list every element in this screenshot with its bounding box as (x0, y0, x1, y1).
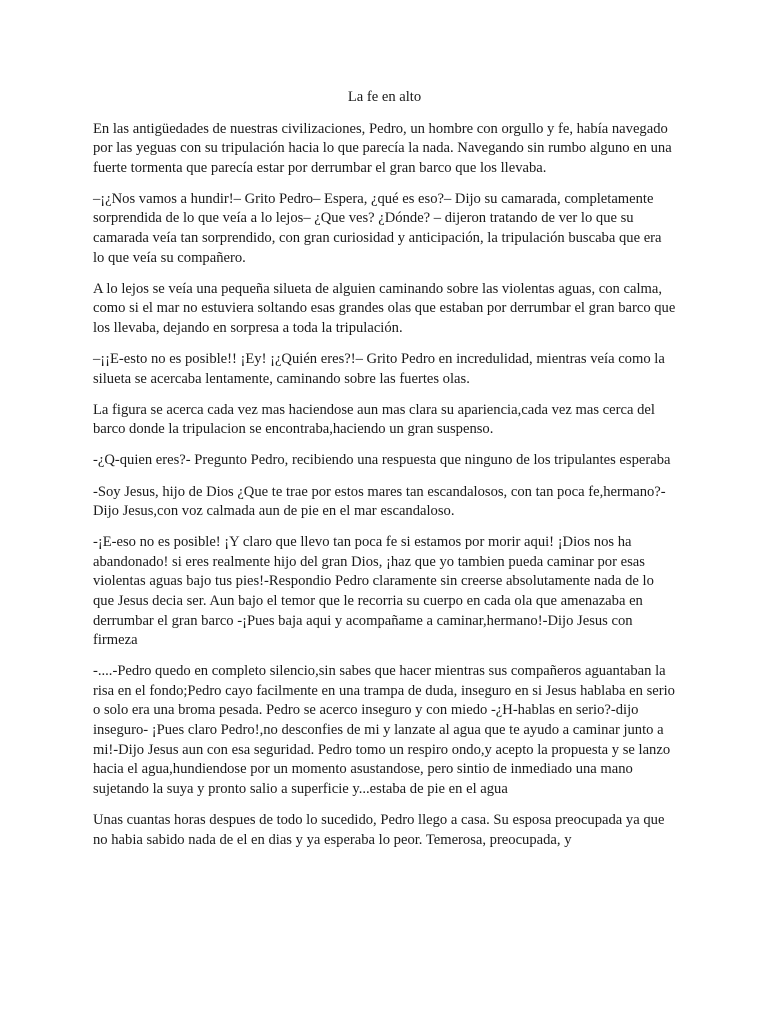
document-title: La fe en alto (347, 89, 422, 105)
paragraph-4: –¡¡E-esto no es posible!! ¡Ey! ¡¿Quién eres?!– Grito Pedro en incredulidad, mientras veía como la silueta se acercaba lentamente, caminando sobre las fuertes olas. (93, 351, 665, 387)
paragraph-3: A lo lejos se veía una pequeña silueta de alguien caminando sobre las violentas aguas, con calma, como si el mar no estuviera soltando esas grandes olas que estaban por derrumbar el gran barco que los llevaba, dejando en sorpresa a toda la tripulación. (93, 280, 676, 336)
paragraph-10: Unas cuantas horas despues de todo lo sucedido, Pedro llego a casa. Su esposa preocupada ya que no habia sabido nada de el en dias y ya esperaba lo peor. Temerosa, preocupada, y (93, 811, 665, 848)
paragraph-6: -¿Q-quien eres?- Pregunto Pedro, recibiendo una respuesta que ninguno de los tripulantes esperaba (93, 452, 671, 469)
paragraph-7: -Soy Jesus, hijo de Dios ¿Que te trae por estos mares tan escandalosos, con tan poca fe,hermano?-Dijo Jesus,con voz calmada aun de pie en el mar escandaloso. (93, 483, 666, 520)
paragraph-8: -¡E-eso no es posible! ¡Y claro que llevo tan poca fe si estamos por morir aqui! ¡Dios nos ha abandonado! si eres realmente hijo del gran Dios, ¡haz que yo tambien pueda caminar por esas violentas aguas bajo tus pies!-Respondio Pedro claramente sin creerse absolutamente nada de lo que Jesus decia ser. Aun bajo el temor que le recorria su cuerpo en cada ola que amenazaba en derrumbar el gran barco -¡Pues baja aqui y acompañame a caminar,hermano!-Dijo Jesus con firmeza (93, 534, 654, 649)
paragraph-2: –¡¿Nos vamos a hundir!– Grito Pedro– Espera, ¿qué es eso?– Dijo su camarada, completamente sorprendida de lo que veía a lo lejos– ¿Que ves? ¿Dónde? – dijeron tratando de ver lo que su camarada veía tan sorprendido, con gran curiosidad y anticipación, la tripulación buscaba que era lo que veía su compañero. (93, 190, 662, 266)
paragraph-1: En las antigüedades de nuestras civilizaciones, Pedro, un hombre con orgullo y fe, había navegado por las yeguas con su tripulación hacia lo que parecía la nada. Navegando sin rumbo alguno en una fuerte tormenta que parecía estar por derrumbar el gran barco que los llevaba. (93, 120, 672, 176)
paragraph-5: La figura se acerca cada vez mas haciendose aun mas clara su apariencia,cada vez mas cerca del barco donde la tripulacion se encontraba,haciendo un gran suspenso. (93, 401, 655, 438)
document-page (93, 88, 676, 862)
paragraph-9: -....-Pedro quedo en completo silencio,sin sabes que hacer mientras sus compañeros aguantaban la risa en el fondo;Pedro cayo facilmente en una trampa de duda, inseguro en si Jesus hablaba en serio o solo era una broma pesada. Pedro se acerco inseguro y con miedo -¿H-hablas en serio?-dijo inseguro- ¡Pues claro Pedro!,no desconfies de mi y lanzate al agua que te ayudo a caminar junto a mi!-Dijo Jesus aun con esa seguridad. Pedro tomo un respiro ondo,y acepto la propuesta y se lanzo hacia el agua,hundiendose por un momento asustandose, pero sintio de inmediado una mano sujetando la suya y pronto salio a superficie y...estaba de pie en el agua (93, 663, 675, 797)
